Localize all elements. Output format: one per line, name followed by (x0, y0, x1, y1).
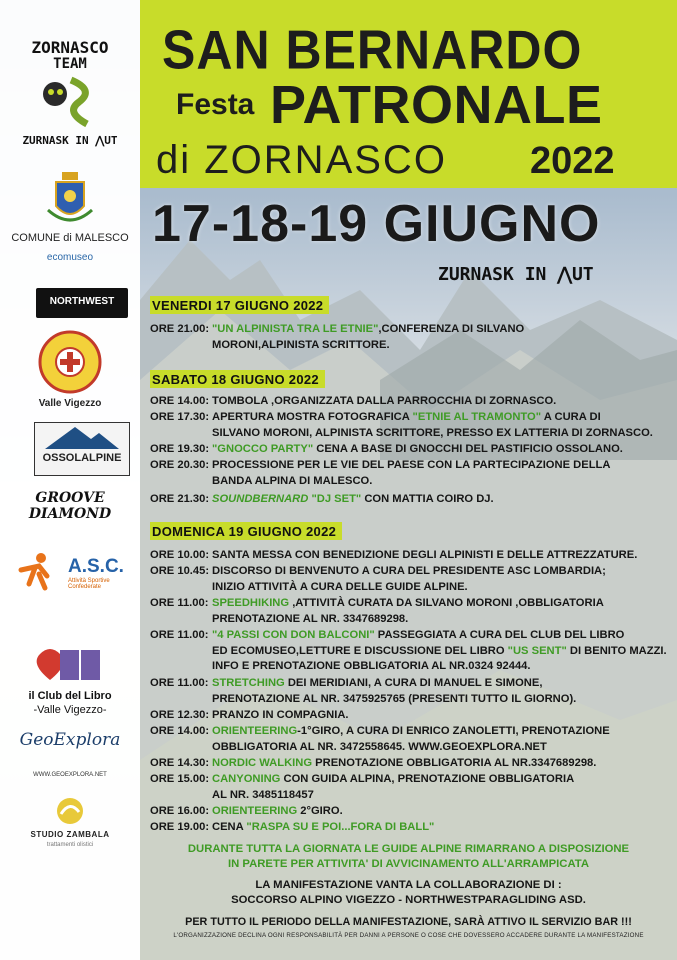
club-del-libro-sub: -Valle Vigezzo- (33, 704, 107, 716)
zurnask-tag: ZURNASK IN ⋀UT (22, 134, 118, 147)
title-di-zornasco: di ZORNASCO (156, 138, 447, 182)
book-heart-icon (30, 640, 110, 688)
studio-zambala-logo (0, 796, 140, 831)
groove-label: GROOVE (35, 490, 105, 506)
sunday-event-1: ORE 10.00: SANTA MESSA CON BENEDIZIONE DEGLI ALPINISTI E DELLE ATTREZZATURE. (150, 549, 638, 561)
sunday-event-7: ORE 14.00: ORIENTEERING-1°GIRO, A CURA DI ENRICO ZANOLETTI, PRENOTAZIONE OBBLIGATORIA AL NR. 3472558645. WWW.GEOEXPLORA.NET (150, 725, 610, 753)
climber-icon (35, 72, 105, 132)
valle-vigezzo-label: Valle Vigezzo (38, 398, 102, 409)
diamond-label: DIAMOND (28, 506, 112, 522)
ecomuseo-label: ecomuseo (46, 252, 94, 263)
zurnask-brand: ZURNASK IN ⋀UT (438, 264, 594, 285)
title-san-bernardo: SAN BERNARDO (162, 19, 583, 81)
zornasco-team-logo (0, 72, 140, 137)
title-festa: Festa (176, 88, 255, 121)
asc-label: A.S.C. (68, 556, 124, 577)
cnsas-logo (0, 330, 140, 399)
saturday-event-4: ORE 20.30: PROCESSIONE PER LE VIE DEL PAESE CON LA PARTECIPAZIONE DELLA BANDA ALPINA DI MALESCO. (150, 459, 611, 487)
athlete-icon (15, 552, 55, 592)
sunday-event-9: ORE 15.00: CANYONING CON GUIDA ALPINA, PRENOTAZIONE OBBLIGATORIA AL NR. 3485118457 (150, 773, 575, 801)
collab-note-line1: LA MANIFESTAZIONE VANTA LA COLLABORAZIONE DI : (255, 879, 562, 891)
day-heading-friday: VENERDI 17 GIUGNO 2022 (150, 296, 329, 314)
geoexplora-url: WWW.GEOEXPLORA.NET (33, 772, 107, 778)
comune-crest (0, 170, 140, 235)
studio-zambala-sub: trattamenti olistici (46, 842, 94, 848)
rescue-badge-icon (38, 330, 102, 394)
title-year: 2022 (530, 140, 615, 182)
mountain-icon (35, 423, 129, 449)
ossolalpine-label: OSSOLALPINE (42, 452, 122, 464)
bar-note: PER TUTTO IL PERIODO DELLA MANIFESTAZIONE, SARÀ ATTIVO IL SERVIZIO BAR !!! (185, 916, 632, 928)
sunday-event-8: ORE 14.30: NORDIC WALKING PRENOTAZIONE OBBLIGATORIA AL NR.3347689298. (150, 757, 597, 769)
sunday-event-4: ORE 11.00: "4 PASSI CON DON BALCONI" PASSEGGIATA A CURA DEL CLUB DEL LIBRO ED ECOMUSEO,LETTURE E DISCUSSIONE DEL LIBRO "US SENT" DI BENITO MAZZI. INFO E PRENOTAZIONE OBBLIGATORIA AL NR.0324 92444. (150, 629, 667, 672)
sunday-event-10: ORE 16.00: ORIENTEERING 2°GIRO. (150, 805, 343, 817)
saturday-event-3: ORE 19.30: "GNOCCO PARTY" CENA A BASE DI GNOCCHI DEL PASTIFICIO OSSOLANO. (150, 443, 623, 455)
bird-icon (53, 796, 87, 826)
northwest-label: NORTHWEST (49, 296, 115, 307)
groove-diamond-logo (0, 490, 140, 522)
day-heading-saturday: SABATO 18 GIUGNO 2022 (150, 370, 325, 388)
studio-zambala-label: STUDIO ZAMBALA (30, 830, 110, 839)
asc-sub-label: Attività Sportive Confederate (68, 578, 110, 590)
guides-note-line2: IN PARETE PER ATTIVITA' DI AVVICINAMENTO ALL'ARRAMPICATA (227, 858, 589, 870)
club-del-libro-label: il Club del Libro (28, 690, 112, 702)
sunday-event-6: ORE 12.30: PRANZO IN COMPAGNIA. (150, 709, 349, 721)
zornasco-team-name: ZORNASCO (31, 38, 109, 57)
zornasco-team-sub: TEAM (53, 56, 87, 72)
event-dates: 17-18-19 GIUGNO (152, 195, 601, 253)
title-patronale: PATRONALE (270, 75, 603, 135)
friday-event-1: ORE 21.00: "UN ALPINISTA TRA LE ETNIE",CONFERENZA DI SILVANO MORONI,ALPINISTA SCRITTORE. (150, 323, 525, 351)
sunday-event-3: ORE 11.00: SPEEDHIKING ,ATTIVITÀ CURATA DA SILVANO MORONI ,OBBLIGATORIA PRENOTAZIONE AL NR. 3347689298. (150, 597, 604, 625)
guides-note-line1: DURANTE TUTTA LA GIORNATA LE GUIDE ALPINE RIMARRANO A DISPOSIZIONE (187, 843, 630, 855)
saturday-event-5: ORE 21.30: SOUNDBERNARD "DJ SET" CON MATTIA COIRO DJ. (150, 493, 494, 505)
geoexplora-logo: GeoExplora (19, 730, 121, 750)
collab-note-line2: SOCCORSO ALPINO VIGEZZO - NORTHWESTPARAGLIDING ASD. (231, 894, 586, 906)
ossolalpine-logo (34, 422, 130, 476)
club-del-libro-logo (0, 640, 140, 693)
comune-label: COMUNE di MALESCO (11, 232, 129, 244)
disclaimer: L'ORGANIZZAZIONE DECLINA OGNI RESPONSABILITÀ PER DANNI A PERSONE O COSE CHE DOVESSERO ACCADERE DURANTE LA MANIFESTAZIONE (173, 932, 644, 939)
sunday-event-2: ORE 10.45: DISCORSO DI BENVENUTO A CURA DEL PRESIDENTE ASC LOMBARDIA; INIZIO ATTIVITÀ A CURA DELLE GUIDE ALPINE. (150, 565, 606, 593)
saturday-event-1: ORE 14.00: TOMBOLA ,ORGANIZZATA DALLA PARROCCHIA DI ZORNASCO. (150, 395, 557, 407)
day-heading-sunday: DOMENICA 19 GIUGNO 2022 (150, 522, 342, 540)
crest-icon (40, 170, 100, 230)
sunday-event-11: ORE 19.00: CENA "RASPA SU E POI...FORA DI BALL" (150, 821, 435, 833)
saturday-event-2: ORE 17.30: APERTURA MOSTRA FOTOGRAFICA "ETNIE AL TRAMONTO" A CURA DI SILVANO MORONI, ALPINISTA SCRITTORE, PRESSO EX LATTERIA DI ZORNASCO. (150, 411, 653, 439)
sunday-event-5: ORE 11.00: STRETCHING DEI MERIDIANI, A CURA DI MANUEL E SIMONE, PRENOTAZIONE AL NR. 3475925765 (PRESENTI TUTTO IL GIORNO). (150, 677, 577, 705)
